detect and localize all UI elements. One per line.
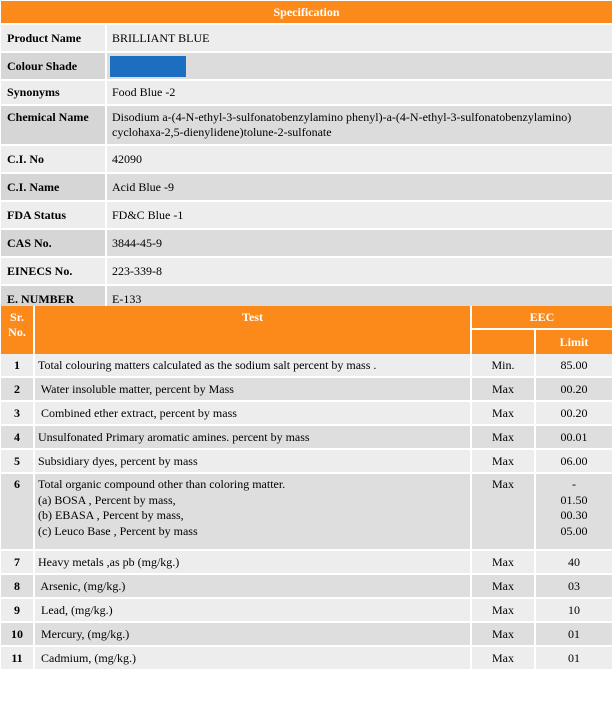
limit-mode: Max (472, 623, 536, 647)
spec-row (1, 230, 612, 258)
limit-value (536, 474, 612, 551)
sr-number: 3 (1, 402, 35, 426)
limit-value: 00.20 (536, 378, 612, 402)
limit-value: 40 (536, 551, 612, 575)
limit-value: 00.01 (536, 426, 612, 450)
limit-mode: Max (472, 402, 536, 426)
spec-row (1, 25, 612, 53)
spec-label: Product Name (1, 25, 107, 53)
spec-row (1, 81, 612, 106)
spec-value (107, 106, 612, 146)
limit-sub: 05.00 (560, 523, 588, 538)
spec-label: CAS No. (1, 230, 107, 258)
spec-value (107, 53, 612, 81)
test-sub-item: (a) BOSA , Percent by mass, (38, 492, 176, 507)
eec-header: EEC (472, 306, 612, 330)
spec-value: E-133 (107, 286, 612, 314)
spec-value: BRILLIANT BLUE (107, 25, 612, 53)
mode-header (472, 330, 536, 354)
limit-mode: Min. (472, 354, 536, 378)
spec-label: Chemical Name (1, 106, 107, 146)
test-name: Unsulfonated Primary aromatic amines. percent by mass (35, 426, 472, 450)
sr-number: 6 (1, 474, 35, 551)
limit-value: 01 (536, 647, 612, 671)
chemical-name-line-1: Disodium a-(4-N-ethyl-3-sulfonatobenzylamino phenyl)-a-(4-N-ethyl-3-sulfonatobenzylamino) (112, 110, 572, 124)
test-name: Cadmium, (mg/kg.) (35, 647, 472, 671)
limit-value: 06.00 (536, 450, 612, 474)
spec-value: 3844-45-9 (107, 230, 612, 258)
table-row (1, 354, 612, 378)
sr-number: 5 (1, 450, 35, 474)
table-row (1, 575, 612, 599)
specification-title: Specification (1, 1, 612, 25)
limit-mode: Max (472, 551, 536, 575)
limit-value: 03 (536, 575, 612, 599)
table-row (1, 426, 612, 450)
spec-label: E. NUMBER (1, 286, 107, 314)
spec-value: 223-339-8 (107, 258, 612, 286)
test-name: Heavy metals ,as pb (mg/kg.) (35, 551, 472, 575)
spec-value: Acid Blue -9 (107, 174, 612, 202)
limit-mode: Max (472, 378, 536, 402)
specification-table (1, 1, 612, 314)
limit-mode: Max (472, 647, 536, 671)
spec-label: Colour Shade (1, 53, 107, 81)
test-name: Total colouring matters calculated as the sodium salt percent by mass . (35, 354, 472, 378)
spec-row (1, 202, 612, 230)
test-name: Arsenic, (mg/kg.) (35, 575, 472, 599)
spec-row (1, 53, 612, 81)
limit-sub: 00.30 (560, 508, 588, 522)
limit-value: 10 (536, 599, 612, 623)
sr-number: 9 (1, 599, 35, 623)
test-name: Subsidiary dyes, percent by mass (35, 450, 472, 474)
test-name (35, 474, 472, 551)
spec-row (1, 106, 612, 146)
sr-number: 7 (1, 551, 35, 575)
test-name: Mercury, (mg/kg.) (35, 623, 472, 647)
test-sub-item: (b) EBASA , Percent by mass, (38, 508, 184, 522)
limit-sub: 01.50 (560, 492, 588, 507)
sr-number: 4 (1, 426, 35, 450)
spec-row (1, 258, 612, 286)
sr-number: 8 (1, 575, 35, 599)
sr-number: 1 (1, 354, 35, 378)
limit-mode: Max (472, 450, 536, 474)
table-row (1, 623, 612, 647)
table-row (1, 378, 612, 402)
limit-mode: Max (472, 426, 536, 450)
table-row (1, 599, 612, 623)
test-name: Lead, (mg/kg.) (35, 599, 472, 623)
spec-row (1, 146, 612, 174)
table-row (1, 450, 612, 474)
limit-mode: Max (472, 575, 536, 599)
test-table (1, 306, 612, 671)
spec-value: 42090 (107, 146, 612, 174)
test-name: Combined ether extract, percent by mass (35, 402, 472, 426)
limit-mode: Max (472, 474, 536, 551)
limit-value: 01 (536, 623, 612, 647)
no-header-text: No. (8, 325, 26, 339)
spec-value: Food Blue -2 (107, 81, 612, 106)
spec-row (1, 174, 612, 202)
table-row (1, 474, 612, 551)
colour-shade-swatch (110, 56, 186, 77)
sr-number: 10 (1, 623, 35, 647)
spec-label: C.I. Name (1, 174, 107, 202)
spec-label: EINECS No. (1, 258, 107, 286)
spec-label: C.I. No (1, 146, 107, 174)
table-row (1, 402, 612, 426)
test-header: Test (35, 306, 472, 354)
test-main-text: Total organic compound other than coloring matter. (38, 477, 286, 491)
limit-value: 00.20 (536, 402, 612, 426)
limit-mode: Max (472, 599, 536, 623)
sr-number: 11 (1, 647, 35, 671)
limit-main: - (572, 477, 576, 491)
spec-label: FDA Status (1, 202, 107, 230)
spec-label: Synonyms (1, 81, 107, 106)
chemical-name-line-2: cyclohaxa-2,5-dienylidene)tolune-2-sulfonate (112, 125, 332, 139)
table-row (1, 647, 612, 671)
sr-number: 2 (1, 378, 35, 402)
test-name: Water insoluble matter, percent by Mass (35, 378, 472, 402)
table-row (1, 551, 612, 575)
limit-header: Limit (536, 330, 612, 354)
spec-value: FD&C Blue -1 (107, 202, 612, 230)
sr-no-header (1, 306, 35, 354)
limit-value: 85.00 (536, 354, 612, 378)
sr-header-text: Sr. (10, 310, 24, 324)
test-sub-item: (c) Leuco Base , Percent by mass (38, 523, 198, 538)
